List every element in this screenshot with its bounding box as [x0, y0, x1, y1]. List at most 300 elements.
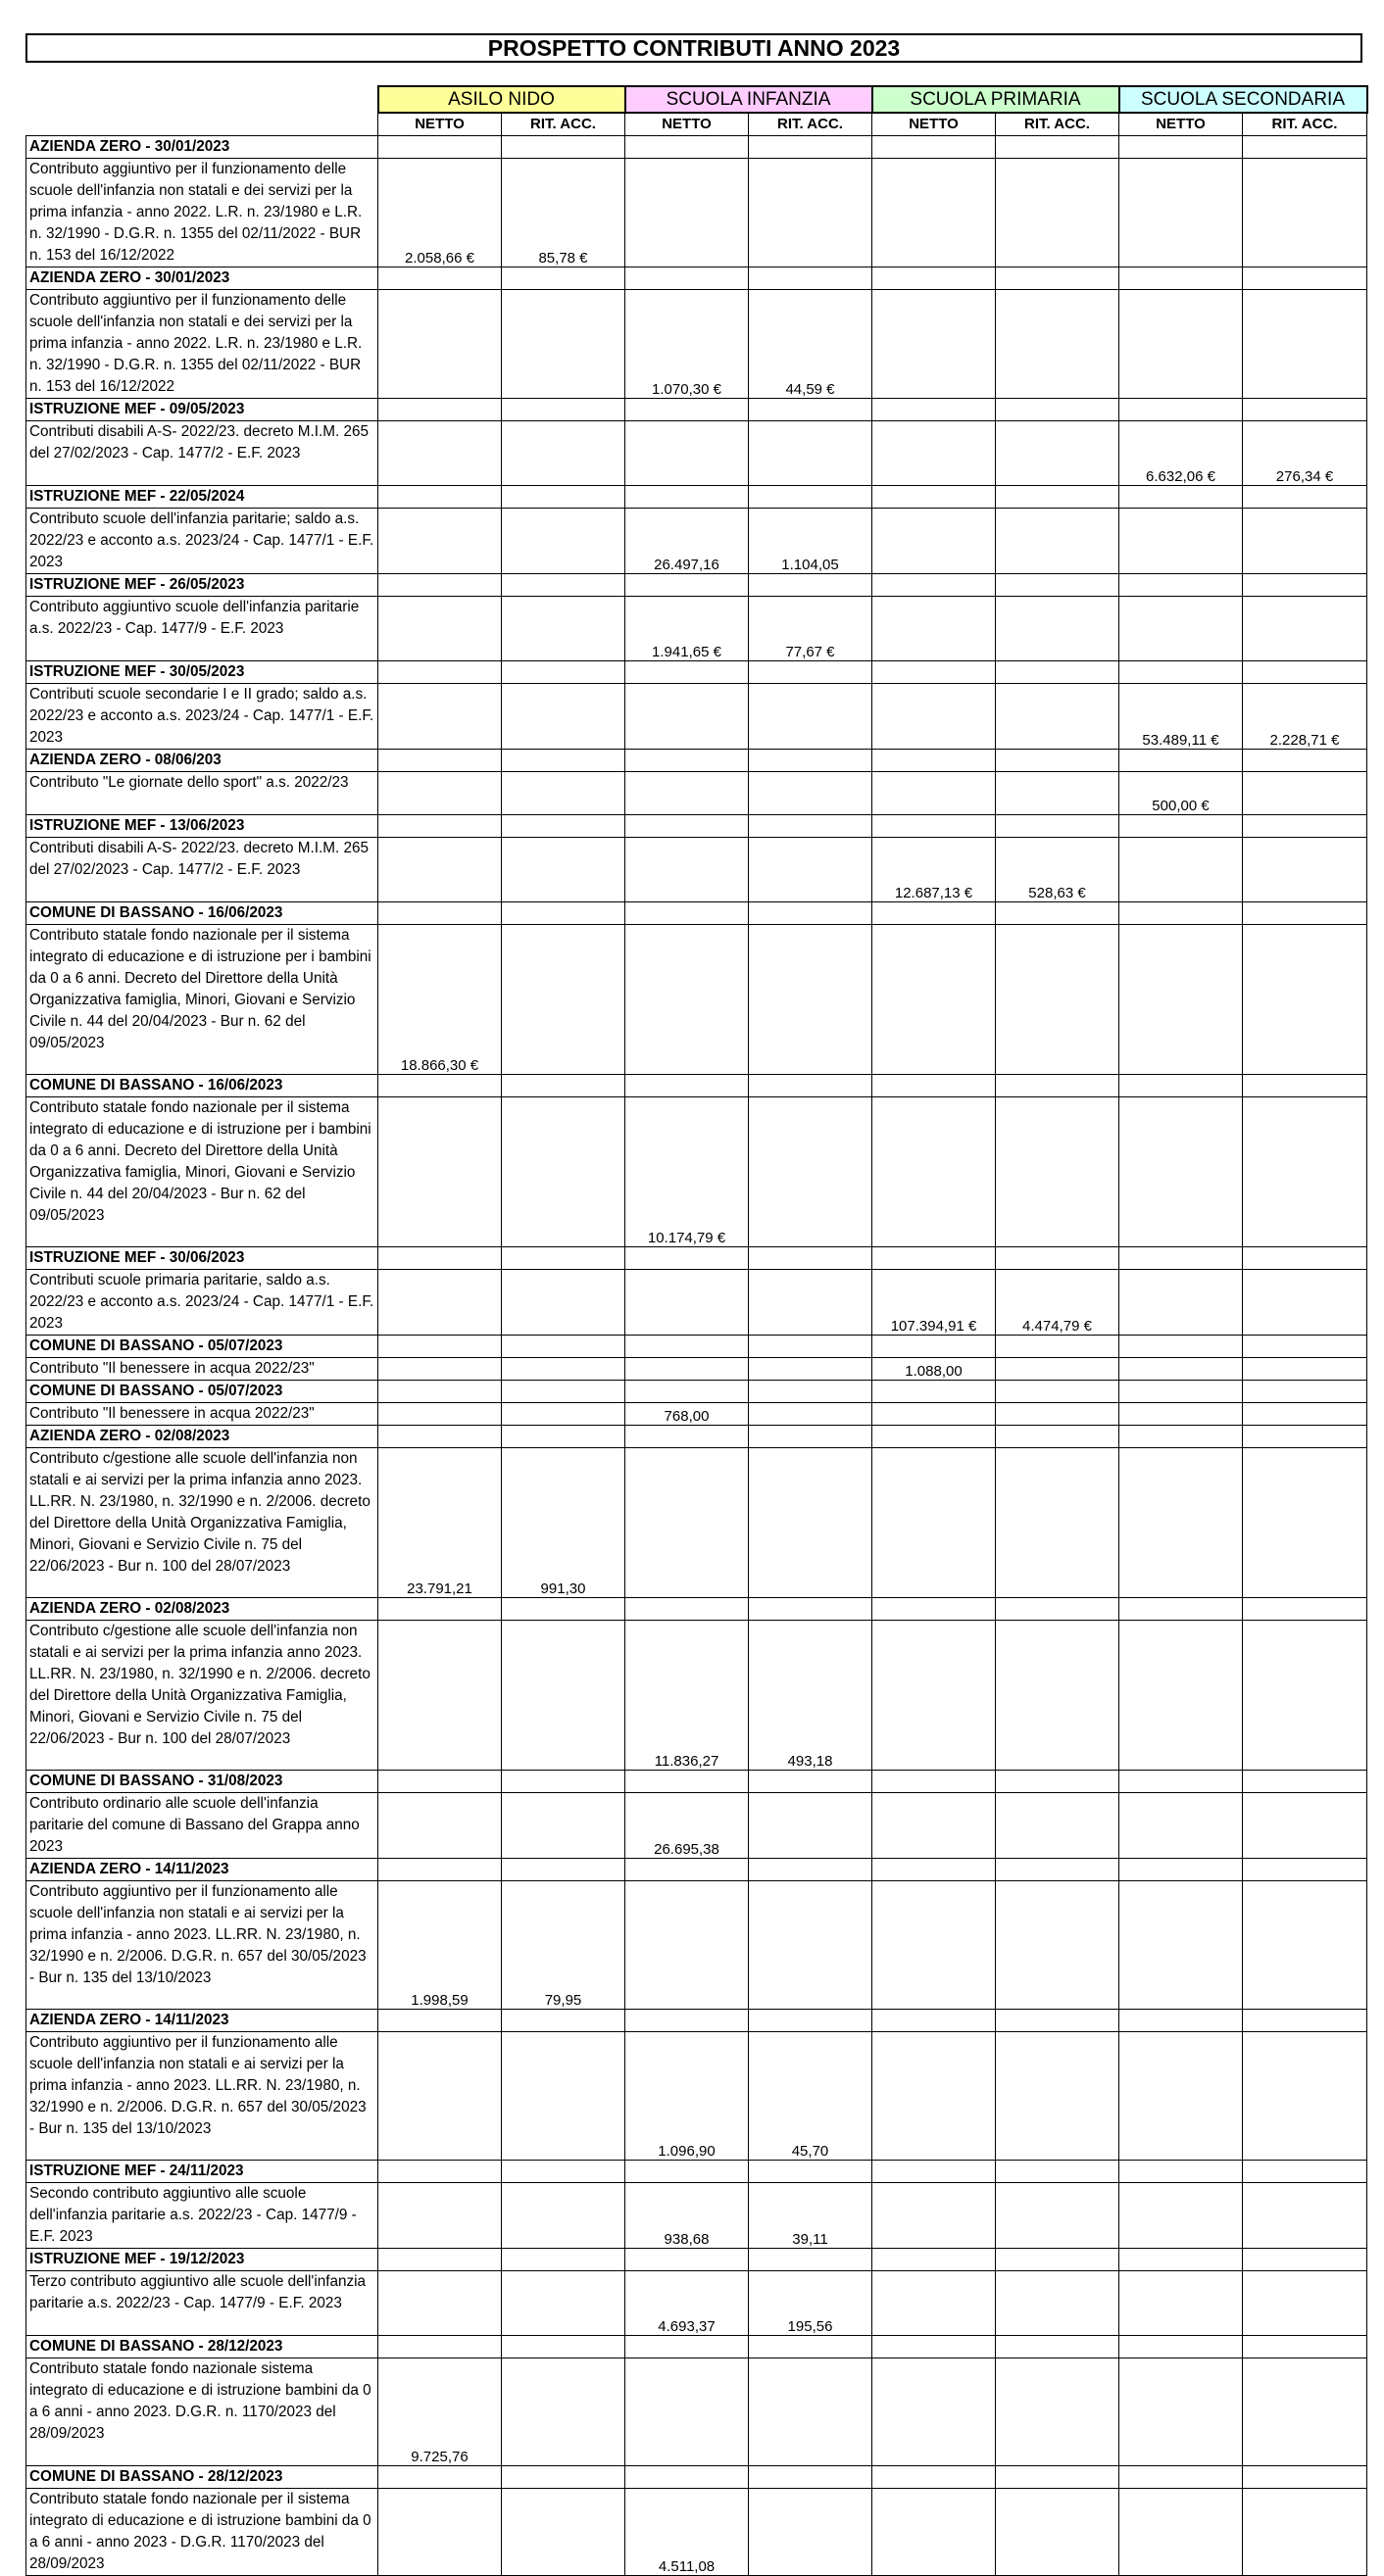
scuola-secondaria-rit-acc-cell — [1243, 771, 1367, 814]
page-title: PROSPETTO CONTRIBUTI ANNO 2023 — [25, 33, 1362, 63]
contributions-table — [25, 85, 1368, 2576]
entry-description — [26, 1402, 378, 1425]
scuola-secondaria-netto-cell: 53.489,11 € — [1119, 683, 1243, 749]
entry-header-row — [26, 1858, 1367, 1880]
scuola-primaria-netto-cell: 12.687,13 € — [872, 837, 996, 901]
scuola-infanzia-netto-cell: 1.941,65 € — [625, 596, 749, 660]
asilo-nido-rit-acc-cell — [502, 1246, 625, 1269]
entry-description-row — [26, 771, 1367, 814]
scuola-primaria-rit-acc-cell: 528,63 € — [996, 837, 1119, 901]
entry-header-row — [26, 1425, 1367, 1447]
scuola-primaria-netto-cell — [872, 1096, 996, 1246]
scuola-infanzia-netto-cell — [625, 2335, 749, 2357]
scuola-infanzia-rit-acc-cell — [749, 837, 872, 901]
entry-source-date — [26, 749, 378, 771]
entry-source-date — [26, 1074, 378, 1096]
scuola-infanzia-rit-acc-cell — [749, 749, 872, 771]
scuola-infanzia-netto-cell — [625, 1335, 749, 1357]
scuola-primaria-rit-acc-cell — [996, 2270, 1119, 2335]
scuola-secondaria-rit-acc-cell — [1243, 398, 1367, 420]
scuola-infanzia-rit-acc-cell — [749, 485, 872, 508]
scuola-secondaria-rit-acc-cell — [1243, 2270, 1367, 2335]
entry-description — [26, 1096, 378, 1246]
scuola-infanzia-netto-cell: 938,68 — [625, 2182, 749, 2248]
entry-source-date-text: AZIENDA ZERO - 14/11/2023 — [29, 1860, 229, 1877]
entry-header-row — [26, 1335, 1367, 1357]
entry-description-text: Contributi disabili A-S- 2022/23. decreto M.I.M. 265 del 27/02/2023 - Cap. 1477/2 - E.F. 2023 — [29, 422, 370, 462]
scuola-primaria-netto-cell — [872, 1447, 996, 1597]
asilo-nido-rit-acc-cell — [502, 508, 625, 573]
asilo-nido-rit-acc-cell — [502, 837, 625, 901]
scuola-infanzia-netto-cell: 4.693,37 — [625, 2270, 749, 2335]
scuola-secondaria-rit-acc-cell — [1243, 573, 1367, 596]
scuola-primaria-netto-cell — [872, 2488, 996, 2575]
scuola-primaria-netto-cell — [872, 1402, 996, 1425]
scuola-secondaria-netto-cell — [1119, 1357, 1243, 1380]
entry-source-date — [26, 1380, 378, 1402]
asilo-nido-rit-acc-cell — [502, 1074, 625, 1096]
scuola-infanzia-rit-acc-cell — [749, 901, 872, 924]
scuola-infanzia-netto-cell — [625, 158, 749, 267]
entry-source-date-text: COMUNE DI BASSANO - 05/07/2023 — [29, 1382, 283, 1399]
scuola-secondaria-netto-cell — [1119, 660, 1243, 683]
scuola-infanzia-rit-acc-cell — [749, 924, 872, 1074]
entry-source-date-text: ISTRUZIONE MEF - 09/05/2023 — [29, 400, 245, 417]
entry-description — [26, 289, 378, 398]
scuola-secondaria-rit-acc-cell — [1243, 1357, 1367, 1380]
asilo-nido-netto-cell — [378, 1770, 502, 1792]
scuola-infanzia-netto-cell — [625, 135, 749, 158]
entry-description-row — [26, 837, 1367, 901]
entry-header-row — [26, 2335, 1367, 2357]
scuola-secondaria-rit-acc-cell — [1243, 1447, 1367, 1597]
scuola-primaria-rit-acc-cell — [996, 1597, 1119, 1620]
sub-header-rit-acc: RIT. ACC. — [502, 113, 625, 135]
scuola-secondaria-netto-cell — [1119, 398, 1243, 420]
scuola-primaria-netto-cell — [872, 508, 996, 573]
scuola-infanzia-rit-acc-cell — [749, 2357, 872, 2465]
entry-description-text: Secondo contributo aggiuntivo alle scuole dell'infanzia paritarie a.s. 2022/23 - Cap. 1477/9 - E.F. 2023 — [29, 2184, 357, 2245]
scuola-infanzia-rit-acc-cell — [749, 267, 872, 289]
entry-source-date — [26, 485, 378, 508]
entry-source-date-text: AZIENDA ZERO - 30/01/2023 — [29, 137, 230, 155]
scuola-primaria-rit-acc-cell — [996, 135, 1119, 158]
scuola-secondaria-rit-acc-cell — [1243, 924, 1367, 1074]
sub-header-row — [26, 113, 1367, 135]
entry-header-row — [26, 814, 1367, 837]
scuola-primaria-netto-cell — [872, 1770, 996, 1792]
scuola-primaria-netto-cell — [872, 1425, 996, 1447]
entry-source-date — [26, 1335, 378, 1357]
scuola-primaria-rit-acc-cell — [996, 2009, 1119, 2031]
sub-header-netto: NETTO — [1119, 113, 1243, 135]
asilo-nido-netto-cell — [378, 2270, 502, 2335]
scuola-infanzia-rit-acc-cell: 1.104,05 — [749, 508, 872, 573]
scuola-primaria-netto-cell — [872, 2248, 996, 2270]
scuola-infanzia-netto-cell — [625, 1858, 749, 1880]
asilo-nido-netto-cell — [378, 289, 502, 398]
scuola-secondaria-netto-cell — [1119, 1269, 1243, 1335]
asilo-nido-netto-cell — [378, 1335, 502, 1357]
scuola-infanzia-rit-acc-cell — [749, 1880, 872, 2009]
scuola-primaria-netto-cell — [872, 596, 996, 660]
scuola-primaria-rit-acc-cell — [996, 158, 1119, 267]
entry-description — [26, 1880, 378, 2009]
scuola-infanzia-rit-acc-cell — [749, 135, 872, 158]
scuola-infanzia-netto-cell — [625, 683, 749, 749]
scuola-infanzia-rit-acc-cell — [749, 771, 872, 814]
scuola-primaria-rit-acc-cell — [996, 1246, 1119, 1269]
scuola-primaria-rit-acc-cell — [996, 2335, 1119, 2357]
scuola-secondaria-rit-acc-cell — [1243, 1620, 1367, 1770]
scuola-primaria-netto-cell — [872, 660, 996, 683]
entry-description-text: Contributi scuole primaria paritarie, saldo a.s. 2022/23 e acconto a.s. 2023/24 - Cap. 1477/1 - E.F. 2023 — [29, 1271, 374, 1332]
entry-source-date — [26, 573, 378, 596]
scuola-infanzia-rit-acc-cell — [749, 814, 872, 837]
scuola-primaria-rit-acc-cell — [996, 1074, 1119, 1096]
asilo-nido-netto-cell — [378, 1858, 502, 1880]
asilo-nido-netto-cell — [378, 1380, 502, 1402]
scuola-primaria-rit-acc-cell — [996, 2248, 1119, 2270]
entry-description-text: Contributo "Il benessere in acqua 2022/23" — [29, 1359, 315, 1377]
scuola-secondaria-netto-cell — [1119, 2160, 1243, 2182]
asilo-nido-netto-cell — [378, 485, 502, 508]
scuola-secondaria-netto-cell — [1119, 1792, 1243, 1858]
scuola-secondaria-rit-acc-cell — [1243, 1402, 1367, 1425]
entry-source-date — [26, 1597, 378, 1620]
scuola-primaria-rit-acc-cell — [996, 2160, 1119, 2182]
entry-source-date-text: COMUNE DI BASSANO - 16/06/2023 — [29, 1076, 283, 1094]
entry-description-row — [26, 1402, 1367, 1425]
scuola-secondaria-netto-cell — [1119, 2031, 1243, 2160]
scuola-primaria-rit-acc-cell — [996, 683, 1119, 749]
entry-description-row — [26, 924, 1367, 1074]
entry-source-date — [26, 1246, 378, 1269]
sub-header-netto: NETTO — [378, 113, 502, 135]
asilo-nido-rit-acc-cell — [502, 814, 625, 837]
scuola-primaria-netto-cell — [872, 749, 996, 771]
scuola-secondaria-netto-cell — [1119, 1380, 1243, 1402]
scuola-infanzia-netto-cell — [625, 749, 749, 771]
entry-description-text: Contributo statale fondo nazionale per il sistema integrato di educazione e di istruzione per i bambini da 0 a 6 anni. Decreto del Direttore della Unità Organizzativa famiglia, Minori, Giovani e Servizio Civile n. 44 del 20/04/2023 - Bur n. 62 del 09/05/2023 — [29, 1098, 371, 1224]
scuola-secondaria-rit-acc-cell — [1243, 1880, 1367, 2009]
entry-description — [26, 683, 378, 749]
entry-description-text: Contributo statale fondo nazionale sistema integrato di educazione e di istruzione bambini da 0 a 6 anni - anno 2023. D.G.R. n. 1170/2023 del 28/09/2023 — [29, 2359, 371, 2442]
asilo-nido-rit-acc-cell — [502, 2270, 625, 2335]
scuola-infanzia-netto-cell — [625, 420, 749, 485]
entry-header-row — [26, 1380, 1367, 1402]
scuola-infanzia-rit-acc-cell — [749, 1246, 872, 1269]
scuola-infanzia-rit-acc-cell — [749, 2488, 872, 2575]
asilo-nido-rit-acc-cell — [502, 2009, 625, 2031]
scuola-secondaria-rit-acc-cell — [1243, 2465, 1367, 2488]
scuola-primaria-rit-acc-cell — [996, 1792, 1119, 1858]
scuola-infanzia-netto-cell — [625, 573, 749, 596]
scuola-primaria-netto-cell: 107.394,91 € — [872, 1269, 996, 1335]
asilo-nido-rit-acc-cell — [502, 2465, 625, 2488]
entry-description-text: Contributo "Il benessere in acqua 2022/23" — [29, 1404, 315, 1422]
entry-description — [26, 1269, 378, 1335]
scuola-primaria-rit-acc-cell: 4.474,79 € — [996, 1269, 1119, 1335]
scuola-secondaria-netto-cell — [1119, 573, 1243, 596]
scuola-infanzia-netto-cell — [625, 2160, 749, 2182]
scuola-infanzia-netto-cell — [625, 1246, 749, 1269]
asilo-nido-rit-acc-cell — [502, 1357, 625, 1380]
asilo-nido-rit-acc-cell — [502, 485, 625, 508]
scuola-primaria-rit-acc-cell — [996, 2031, 1119, 2160]
scuola-infanzia-rit-acc-cell — [749, 1858, 872, 1880]
scuola-primaria-rit-acc-cell — [996, 901, 1119, 924]
scuola-primaria-netto-cell — [872, 573, 996, 596]
sub-header-netto: NETTO — [625, 113, 749, 135]
entry-description — [26, 508, 378, 573]
entry-description-row — [26, 2270, 1367, 2335]
entry-description-text: Contributo statale fondo nazionale per il sistema integrato di educazione e di istruzione bambini da 0 a 6 anni - anno 2023 - D.G.R. 1170/2023 del 28/09/2023 — [29, 2490, 371, 2572]
scuola-infanzia-netto-cell — [625, 1425, 749, 1447]
asilo-nido-rit-acc-cell — [502, 924, 625, 1074]
asilo-nido-netto-cell — [378, 814, 502, 837]
scuola-primaria-netto-cell — [872, 158, 996, 267]
asilo-nido-netto-cell — [378, 2182, 502, 2248]
scuola-primaria-rit-acc-cell — [996, 924, 1119, 1074]
entry-source-date-text: ISTRUZIONE MEF - 30/05/2023 — [29, 662, 245, 680]
scuola-secondaria-rit-acc-cell — [1243, 596, 1367, 660]
entry-description-row — [26, 1620, 1367, 1770]
scuola-secondaria-netto-cell — [1119, 1246, 1243, 1269]
scuola-secondaria-netto-cell — [1119, 1335, 1243, 1357]
entry-source-date — [26, 2160, 378, 2182]
scuola-secondaria-rit-acc-cell — [1243, 508, 1367, 573]
scuola-secondaria-rit-acc-cell — [1243, 814, 1367, 837]
blank-cell — [26, 113, 378, 135]
asilo-nido-rit-acc-cell — [502, 596, 625, 660]
entry-description-row — [26, 420, 1367, 485]
asilo-nido-rit-acc-cell — [502, 1335, 625, 1357]
asilo-nido-rit-acc-cell — [502, 573, 625, 596]
scuola-infanzia-rit-acc-cell — [749, 683, 872, 749]
scuola-infanzia-rit-acc-cell — [749, 158, 872, 267]
scuola-primaria-netto-cell — [872, 814, 996, 837]
asilo-nido-netto-cell — [378, 2335, 502, 2357]
scuola-secondaria-netto-cell — [1119, 2270, 1243, 2335]
entry-header-row — [26, 660, 1367, 683]
asilo-nido-netto-cell — [378, 1357, 502, 1380]
scuola-infanzia-rit-acc-cell — [749, 1402, 872, 1425]
entry-description-row — [26, 2031, 1367, 2160]
asilo-nido-rit-acc-cell — [502, 420, 625, 485]
scuola-primaria-netto-cell — [872, 2009, 996, 2031]
scuola-secondaria-netto-cell — [1119, 596, 1243, 660]
asilo-nido-netto-cell — [378, 135, 502, 158]
asilo-nido-rit-acc-cell — [502, 2160, 625, 2182]
scuola-secondaria-netto-cell — [1119, 158, 1243, 267]
scuola-infanzia-netto-cell — [625, 2248, 749, 2270]
entry-description-text: Contributo aggiuntivo per il funzionamento alle scuole dell'infanzia non statali e ai servizi per la prima infanzia - anno 2023. LL.RR. N. 23/1980, n. 32/1990 e n. 2/2006. D.G.R. n. 657 del 30/05/2023 - Bur n. 135 del 13/10/2023 — [29, 1882, 367, 1986]
scuola-infanzia-netto-cell — [625, 837, 749, 901]
entry-description-text: Contributo aggiuntivo per il funzionamento alle scuole dell'infanzia non statali e ai servizi per la prima infanzia - anno 2023. LL.RR. N. 23/1980, n. 32/1990 e n. 2/2006. D.G.R. n. 657 del 30/05/2023 - Bur n. 135 del 13/10/2023 — [29, 2033, 367, 2137]
scuola-primaria-netto-cell — [872, 485, 996, 508]
scuola-infanzia-netto-cell — [625, 1357, 749, 1380]
scuola-secondaria-rit-acc-cell: 276,34 € — [1243, 420, 1367, 485]
scuola-secondaria-netto-cell: 500,00 € — [1119, 771, 1243, 814]
entry-source-date — [26, 2335, 378, 2357]
asilo-nido-netto-cell: 9.725,76 — [378, 2357, 502, 2465]
entry-description — [26, 1620, 378, 1770]
entry-description-text: Contributo "Le giornate dello sport" a.s. 2022/23 — [29, 773, 349, 791]
scuola-secondaria-rit-acc-cell — [1243, 1380, 1367, 1402]
scuola-secondaria-rit-acc-cell — [1243, 1269, 1367, 1335]
scuola-secondaria-rit-acc-cell — [1243, 2335, 1367, 2357]
entry-header-row — [26, 267, 1367, 289]
scuola-primaria-netto-cell — [872, 398, 996, 420]
scuola-secondaria-netto-cell — [1119, 1597, 1243, 1620]
scuola-secondaria-netto-cell — [1119, 814, 1243, 837]
entry-source-date — [26, 2248, 378, 2270]
asilo-nido-rit-acc-cell: 79,95 — [502, 1880, 625, 2009]
scuola-secondaria-rit-acc-cell — [1243, 2009, 1367, 2031]
asilo-nido-rit-acc-cell — [502, 1597, 625, 1620]
section-scuola-infanzia: SCUOLA INFANZIA — [625, 86, 872, 113]
entry-description — [26, 1357, 378, 1380]
scuola-primaria-netto-cell — [872, 771, 996, 814]
scuola-infanzia-rit-acc-cell — [749, 1269, 872, 1335]
entry-source-date-text: ISTRUZIONE MEF - 19/12/2023 — [29, 2250, 245, 2267]
scuola-secondaria-netto-cell — [1119, 267, 1243, 289]
scuola-secondaria-rit-acc-cell — [1243, 1858, 1367, 1880]
scuola-secondaria-netto-cell — [1119, 1074, 1243, 1096]
scuola-infanzia-netto-cell: 26.497,16 — [625, 508, 749, 573]
scuola-infanzia-rit-acc-cell — [749, 1447, 872, 1597]
entry-source-date-text: ISTRUZIONE MEF - 13/06/2023 — [29, 816, 245, 834]
scuola-infanzia-netto-cell — [625, 771, 749, 814]
entry-description — [26, 2270, 378, 2335]
scuola-primaria-rit-acc-cell — [996, 420, 1119, 485]
scuola-infanzia-netto-cell: 1.096,90 — [625, 2031, 749, 2160]
entry-description-text: Contributo aggiuntivo per il funzionamento delle scuole dell'infanzia non statali e dei servizi per la prima infanzia - anno 2022. L.R. n. 23/1980 e L.R. n. 32/1990 - D.G.R. n. 1355 del 02/11/2022 - BUR n. 153 del 16/12/2022 — [29, 291, 363, 395]
entry-description-text: Contributi disabili A-S- 2022/23. decreto M.I.M. 265 del 27/02/2023 - Cap. 1477/2 - E.F. 2023 — [29, 839, 370, 878]
asilo-nido-netto-cell — [378, 1269, 502, 1335]
scuola-primaria-rit-acc-cell — [996, 267, 1119, 289]
entry-description-row — [26, 1447, 1367, 1597]
asilo-nido-netto-cell — [378, 1792, 502, 1858]
entry-source-date-text: AZIENDA ZERO - 08/06/203 — [29, 751, 222, 768]
entry-source-date-text: AZIENDA ZERO - 02/08/2023 — [29, 1599, 230, 1617]
scuola-infanzia-netto-cell — [625, 1380, 749, 1402]
scuola-infanzia-rit-acc-cell — [749, 2160, 872, 2182]
entry-description-row — [26, 1269, 1367, 1335]
scuola-secondaria-netto-cell — [1119, 508, 1243, 573]
scuola-primaria-netto-cell — [872, 1858, 996, 1880]
asilo-nido-rit-acc-cell — [502, 1792, 625, 1858]
entry-source-date — [26, 1425, 378, 1447]
scuola-infanzia-rit-acc-cell: 45,70 — [749, 2031, 872, 2160]
asilo-nido-netto-cell — [378, 837, 502, 901]
scuola-infanzia-netto-cell — [625, 814, 749, 837]
scuola-secondaria-netto-cell — [1119, 1096, 1243, 1246]
asilo-nido-rit-acc-cell — [502, 660, 625, 683]
scuola-secondaria-rit-acc-cell — [1243, 2182, 1367, 2248]
scuola-secondaria-rit-acc-cell — [1243, 1096, 1367, 1246]
scuola-secondaria-rit-acc-cell — [1243, 1770, 1367, 1792]
asilo-nido-netto-cell — [378, 683, 502, 749]
scuola-primaria-netto-cell: 1.088,00 — [872, 1357, 996, 1380]
asilo-nido-netto-cell — [378, 1074, 502, 1096]
scuola-secondaria-rit-acc-cell — [1243, 135, 1367, 158]
scuola-primaria-netto-cell — [872, 2335, 996, 2357]
entry-description — [26, 924, 378, 1074]
asilo-nido-rit-acc-cell — [502, 683, 625, 749]
scuola-secondaria-rit-acc-cell — [1243, 2488, 1367, 2575]
entry-header-row — [26, 398, 1367, 420]
blank-cell — [26, 86, 378, 113]
asilo-nido-rit-acc-cell — [502, 771, 625, 814]
scuola-primaria-rit-acc-cell — [996, 1880, 1119, 2009]
scuola-infanzia-rit-acc-cell: 44,59 € — [749, 289, 872, 398]
scuola-primaria-netto-cell — [872, 267, 996, 289]
asilo-nido-rit-acc-cell — [502, 267, 625, 289]
scuola-primaria-rit-acc-cell — [996, 1858, 1119, 1880]
asilo-nido-netto-cell — [378, 771, 502, 814]
scuola-primaria-netto-cell — [872, 2182, 996, 2248]
scuola-primaria-netto-cell — [872, 1335, 996, 1357]
entry-source-date — [26, 660, 378, 683]
asilo-nido-rit-acc-cell — [502, 1425, 625, 1447]
asilo-nido-netto-cell — [378, 2488, 502, 2575]
scuola-secondaria-rit-acc-cell — [1243, 2031, 1367, 2160]
scuola-primaria-rit-acc-cell — [996, 1096, 1119, 1246]
asilo-nido-netto-cell — [378, 2465, 502, 2488]
scuola-primaria-rit-acc-cell — [996, 289, 1119, 398]
scuola-secondaria-netto-cell — [1119, 749, 1243, 771]
entry-description — [26, 771, 378, 814]
asilo-nido-rit-acc-cell — [502, 1096, 625, 1246]
entry-description-row — [26, 596, 1367, 660]
scuola-secondaria-rit-acc-cell — [1243, 1597, 1367, 1620]
scuola-secondaria-rit-acc-cell — [1243, 1792, 1367, 1858]
scuola-infanzia-rit-acc-cell — [749, 1380, 872, 1402]
entry-source-date — [26, 901, 378, 924]
scuola-secondaria-netto-cell — [1119, 2488, 1243, 2575]
scuola-secondaria-rit-acc-cell — [1243, 1246, 1367, 1269]
scuola-primaria-netto-cell — [872, 2357, 996, 2465]
entry-source-date-text: COMUNE DI BASSANO - 16/06/2023 — [29, 903, 283, 921]
scuola-secondaria-netto-cell — [1119, 837, 1243, 901]
scuola-primaria-netto-cell — [872, 1880, 996, 2009]
entry-header-row — [26, 2009, 1367, 2031]
scuola-primaria-netto-cell — [872, 420, 996, 485]
entry-description-row — [26, 1880, 1367, 2009]
entry-description — [26, 1792, 378, 1858]
scuola-primaria-rit-acc-cell — [996, 1380, 1119, 1402]
scuola-infanzia-netto-cell — [625, 485, 749, 508]
scuola-infanzia-netto-cell — [625, 2465, 749, 2488]
scuola-infanzia-rit-acc-cell — [749, 1770, 872, 1792]
scuola-infanzia-rit-acc-cell — [749, 1096, 872, 1246]
asilo-nido-netto-cell — [378, 2248, 502, 2270]
asilo-nido-netto-cell — [378, 901, 502, 924]
scuola-infanzia-netto-cell — [625, 1597, 749, 1620]
entry-description — [26, 837, 378, 901]
entry-header-row — [26, 485, 1367, 508]
entry-source-date-text: COMUNE DI BASSANO - 28/12/2023 — [29, 2337, 283, 2355]
asilo-nido-rit-acc-cell — [502, 135, 625, 158]
asilo-nido-netto-cell — [378, 1402, 502, 1425]
asilo-nido-rit-acc-cell — [502, 398, 625, 420]
scuola-secondaria-rit-acc-cell — [1243, 1335, 1367, 1357]
scuola-secondaria-netto-cell — [1119, 924, 1243, 1074]
scuola-primaria-rit-acc-cell — [996, 771, 1119, 814]
scuola-secondaria-rit-acc-cell — [1243, 837, 1367, 901]
